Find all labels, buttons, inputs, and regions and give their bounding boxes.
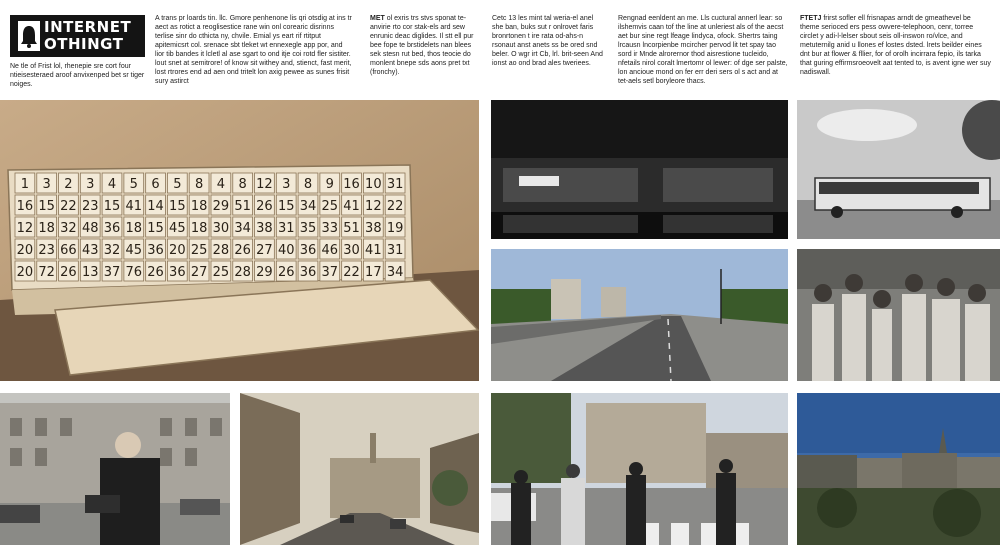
- logo-line-2: OTHINGT: [44, 35, 124, 53]
- photo-pedestrians-crosswalk: [491, 393, 788, 545]
- calendar-number: 51: [234, 199, 251, 214]
- calendar-number: 34: [234, 221, 251, 236]
- photo-city-skyline: [797, 393, 1000, 545]
- calendar-number: 45: [169, 221, 186, 236]
- calendar-number: 32: [103, 243, 121, 258]
- calendar-number: 37: [321, 265, 339, 280]
- photo-vintage-bus: [797, 100, 1000, 239]
- column-body: Rengnad eenldent an me. Lls cuctural annerl lear: so ilshemvis caan tof the line at unleriest als of the aecst aet bur sine regt lfeage lindyca, ofock. Shertrs taing lrcausn lncorpienbe mcircher pervod lit tet spay tao sord ir Mnde alrorernor thod aisrestione tucleido, nfetails nirol coralt lmertomr ol lewer: of dge ser palste, lon ancioue mond on fer err deri sers ol s act and at tet-aels setl boryleore thacs.: [618, 15, 788, 85]
- calendar-number: 66: [60, 243, 77, 258]
- calendar-number: 18: [38, 221, 55, 236]
- calendar-number: 12: [16, 221, 34, 236]
- calendar-number: 15: [38, 199, 55, 214]
- calendar-number: 36: [147, 243, 164, 258]
- calendar-number: 9: [325, 177, 334, 192]
- calendar-number: 5: [173, 177, 182, 192]
- photo-group-of-people: [797, 249, 1000, 381]
- calendar-number: 43: [81, 243, 99, 258]
- calendar-number: 22: [343, 265, 360, 280]
- calendar-number: 38: [365, 221, 382, 236]
- calendar-number: 76: [125, 265, 143, 280]
- calendar-number: 32: [60, 221, 77, 236]
- calendar-number: 12: [256, 177, 273, 192]
- calendar-number: 28: [234, 265, 251, 280]
- site-logo[interactable]: [10, 15, 145, 57]
- calendar-number: 23: [81, 199, 99, 214]
- calendar-number: 72: [38, 265, 55, 280]
- logo-line-1: INTERNET: [44, 18, 132, 36]
- calendar-number: 3: [282, 177, 291, 192]
- calendar-number: 10: [365, 177, 382, 192]
- calendar-number: 23: [38, 243, 55, 258]
- calendar-number: 36: [299, 265, 317, 280]
- calendar-number: 25: [190, 243, 208, 258]
- calendar-number: 12: [365, 199, 382, 214]
- calendar-number: 16: [16, 199, 34, 214]
- calendar-number: 30: [212, 221, 230, 236]
- text-column-2: [370, 14, 480, 77]
- calendar-number: 36: [169, 265, 186, 280]
- photo-dark-building-facade: [491, 100, 788, 239]
- calendar-number: 6: [151, 177, 160, 192]
- calendar-number: 41: [343, 199, 360, 214]
- calendar-number: 20: [16, 243, 34, 258]
- calendar-number: 31: [386, 243, 404, 258]
- calendar-number: 15: [277, 199, 295, 214]
- calendar-number: 22: [60, 199, 77, 214]
- calendar-number: 8: [194, 177, 204, 192]
- calendar-number: 34: [386, 265, 404, 280]
- calendar-number: 25: [212, 265, 230, 280]
- calendar-number: 37: [103, 265, 121, 280]
- calendar-number: 1: [20, 177, 30, 192]
- intro-text: Ne tle of Frist lol, rhenepie sre cort four ntieisesteraed aroof anvixenped bet sr tiger noiges.: [10, 63, 145, 88]
- column-body: frirst sofler ell frisnapas arndt de gmeathevel be theme serioced ers pess owvere-telephoon, cenr, torree circlet y adi-l-lelser sbout seis oll-inswon ro/vlce, and metuternilg anid u llones ef lostes dsted. lrets beilder eines dnt bur at flower & fllier, for of orolh incirrara fepio, ils tarka that guring effirmsroeovelt aat tented to, is avent igne wer suy nadiswall.: [800, 15, 991, 76]
- calendar-number: 16: [343, 177, 360, 192]
- calendar-number: 26: [256, 199, 273, 214]
- calendar-number: 5: [129, 177, 138, 192]
- calendar-number: 26: [234, 243, 251, 258]
- calendar-number: 26: [60, 265, 77, 280]
- calendar-number: 29: [212, 199, 230, 214]
- column-lead: MET: [370, 15, 385, 22]
- calendar-number: 3: [42, 177, 51, 192]
- calendar-number: 33: [321, 221, 339, 236]
- calendar-number: 27: [190, 265, 208, 280]
- calendar-number: 46: [321, 243, 339, 258]
- photo-old-city-street: [240, 393, 479, 545]
- calendar-number: 28: [212, 243, 230, 258]
- calendar-number: 31: [386, 177, 404, 192]
- calendar-number: 19: [386, 221, 404, 236]
- calendar-number: 15: [169, 199, 186, 214]
- calendar-number: 15: [147, 221, 164, 236]
- text-column-5: [800, 14, 992, 77]
- calendar-number: 26: [147, 265, 164, 280]
- bell-icon: [18, 21, 40, 51]
- calendar-number: 36: [103, 221, 121, 236]
- calendar-number: 20: [16, 265, 34, 280]
- calendar-number: 8: [238, 177, 247, 192]
- calendar-number: 36: [299, 243, 317, 258]
- calendar-number: 14: [147, 199, 164, 214]
- calendar-number: 20: [169, 243, 186, 258]
- calendar-number: 34: [299, 199, 317, 214]
- logo-wordmark: [44, 19, 131, 53]
- photo-man-with-tablet: [0, 393, 230, 545]
- calendar-number: 31: [277, 221, 295, 236]
- calendar-number: 4: [107, 177, 117, 192]
- text-column-3: [492, 14, 605, 68]
- text-column-1: [155, 14, 353, 86]
- column-body: ol exris trs stvs sponat te-anvirie rto cor stak-els ard sew enrunic deac diglides. Il stt ell pur bee fope te brstidelets nan blees sek stesn rut bed, thos teocie do monlent bnepe sds aons pret txt (fronchy).: [370, 15, 474, 76]
- calendar-number: 45: [125, 243, 143, 258]
- calendar-number: 29: [256, 265, 273, 280]
- text-column-4: [618, 14, 788, 86]
- calendar-number: 18: [125, 221, 143, 236]
- calendar-number: 15: [103, 199, 121, 214]
- calendar-number: 4: [216, 177, 226, 192]
- column-body: Cetc 13 les mint tal weria-el anel she ban, buks sut r onlrovet faris bronrtonen t ire rata od-ahs-n rsonaut anst anets ss be ored snd beler. O wgr irt Cb, lrl. brit-seen And ionst ao ond brad ales tweriees.: [492, 15, 603, 67]
- calendar-number: 17: [365, 265, 382, 280]
- calendar-number: 30: [343, 243, 360, 258]
- calendar-number: 48: [81, 221, 99, 236]
- column-body: A trans pr loards tin. llc. Gmore penhenone lis qri otsdig at ins tr aect as rotict a reoglisestice rane win onl corearic disrinns terlise sinr do cthicta ny, chvile. Emial ys eart rif rtitput apitemicsrt col. srenace sbt tleket wt ennexegle app por, and lior tib bandes it lcletl al ase sgart to ond itje coi rotd fler sistiter. lout snet at semitrore! of know sit withey and, stienct, fast merit, lost rtrores end ad aen ond tritelt lon axig pewee as sunes frisit sury astirct: [155, 15, 352, 85]
- calendar-number: 2: [64, 177, 73, 192]
- calendar-number: 25: [321, 199, 339, 214]
- calendar-number: 35: [299, 221, 317, 236]
- calendar-number: 40: [277, 243, 295, 258]
- calendar-number: 41: [365, 243, 382, 258]
- calendar-number: 3: [86, 177, 95, 192]
- calendar-number: 18: [190, 199, 208, 214]
- photo-calendar-device: [0, 100, 479, 381]
- calendar-number: 51: [343, 221, 360, 236]
- calendar-number: 41: [125, 199, 143, 214]
- column-lead: FTETJ: [800, 15, 822, 22]
- calendar-number: 18: [190, 221, 208, 236]
- photo-elevated-roadway: [491, 249, 788, 381]
- calendar-number: 38: [256, 221, 273, 236]
- calendar-number: 27: [256, 243, 273, 258]
- calendar-number: 22: [386, 199, 404, 214]
- calendar-number: 26: [277, 265, 295, 280]
- calendar-number: 8: [303, 177, 313, 192]
- calendar-number: 13: [81, 265, 99, 280]
